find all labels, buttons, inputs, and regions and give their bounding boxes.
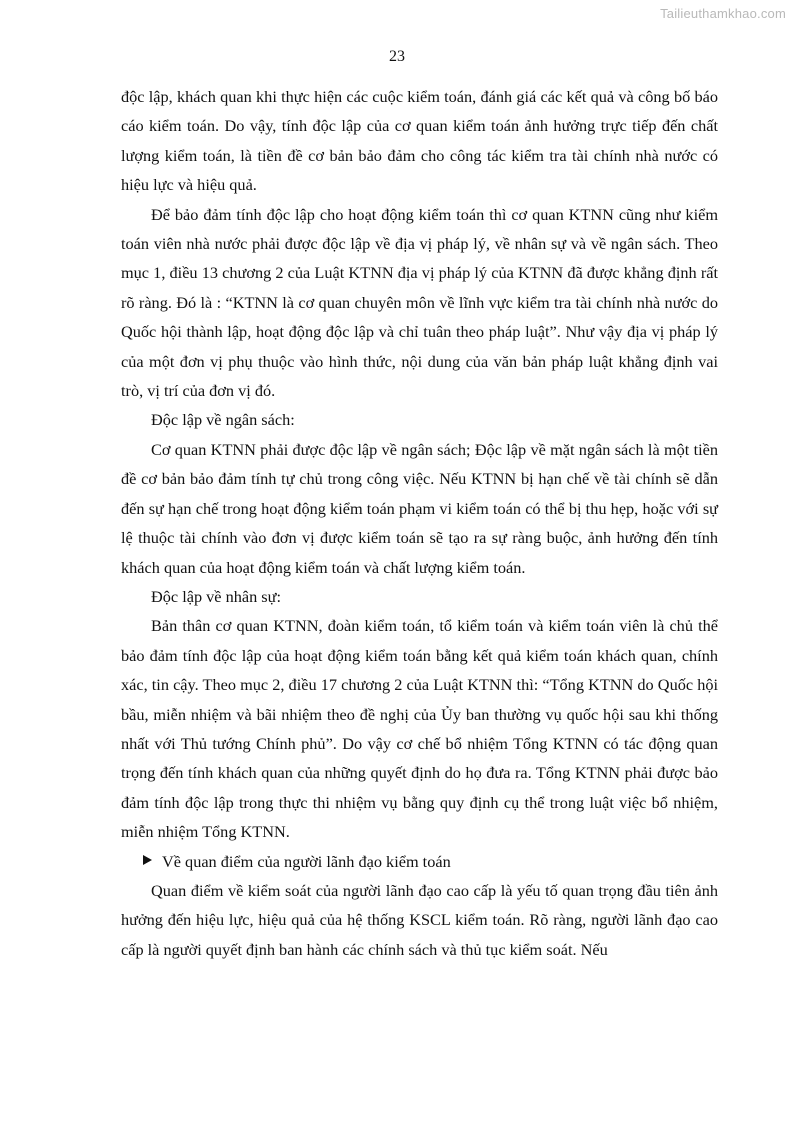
bullet-heading-text: Về quan điểm của người lãnh đạo kiểm toán [162,851,451,871]
bullet-heading [121,847,718,876]
watermark: Tailieuthamkhao.com [660,6,786,21]
paragraph-leadership: Quan điểm về kiểm soát của người lãnh đạo cao cấp là yếu tố quan trọng đầu tiên ảnh hưởng đến hiệu lực, hiệu quả của hệ thống KSCL kiểm toán. Rõ ràng, người lãnh đạo cao cấp là người quyết định ban hành các chính sách và thủ tục kiểm soát. Nếu [121,880,718,959]
subheading-budget: Độc lập về ngân sách: [151,410,295,430]
page-number: 23 [389,48,405,65]
arrow-bullet-icon [143,855,152,865]
paragraph-personnel: Bản thân cơ quan KTNN, đoàn kiểm toán, tổ kiểm toán và kiểm toán viên là chủ thể bảo đảm tính độc lập của hoạt động kiểm toán bằng kết quả kiểm toán khách quan, chính xác, tin cậy. Theo mục 2, điều 17 chương 2 của Luật KTNN thì: “Tổng KTNN do Quốc hội bầu, miễn nhiệm và bãi nhiệm theo đề nghị của Ủy ban thường vụ quốc hội sau khi thống nhất với Thủ tướng Chính phủ”. Do vậy cơ chế bổ nhiệm Tổng KTNN có tác động quan trọng đến tính khách quan của những quyết định do họ đưa ra. Tổng KTNN phải được bảo đảm tính độc lập trong thực thi nhiệm vụ bằng quy định cụ thể trong luật việc bổ nhiệm, miễn nhiệm Tổng KTNN. [121,616,718,842]
paragraph-continuation: độc lập, khách quan khi thực hiện các cuộc kiểm toán, đánh giá các kết quả và công bố báo cáo kiểm toán. Do vậy, tính độc lập của cơ quan kiểm toán ảnh hưởng trực tiếp đến chất lượng kiểm toán, là tiền đề cơ bản bảo đảm cho công tác kiểm tra tài chính nhà nước có hiệu lực và hiệu quả. [121,87,718,195]
document-body [121,82,718,964]
paragraph-independence: Để bảo đảm tính độc lập cho hoạt động kiểm toán thì cơ quan KTNN cũng như kiểm toán viên nhà nước phải được độc lập về địa vị pháp lý, về nhân sự và về ngân sách. Theo mục 1, điều 13 chương 2 của Luật KTNN địa vị pháp lý của KTNN đã được khẳng định rất rõ ràng. Đó là : “KTNN là cơ quan chuyên môn về lĩnh vực kiểm tra tài chính nhà nước do Quốc hội thành lập, hoạt động độc lập và chỉ tuân theo pháp luật”. Như vậy địa vị pháp lý của một đơn vị phụ thuộc vào hình thức, nội dung của văn bản pháp luật khẳng định vai trò, vị trí của đơn vị đó. [121,204,718,401]
subheading-personnel: Độc lập về nhân sự: [151,586,281,606]
paragraph-budget: Cơ quan KTNN phải được độc lập về ngân sách; Độc lập về mặt ngân sách là một tiền đề cơ bản bảo đảm tính tự chủ trong công việc. Nếu KTNN bị hạn chế về tài chính sẽ dẫn đến sự hạn chế trong hoạt động kiểm toán phạm vi kiểm toán có thể bị thu hẹp, hoặc với sự lệ thuộc tài chính vào đơn vị được kiểm toán sẽ tạo ra sự ràng buộc, ảnh hưởng đến tính khách quan của hoạt động kiểm toán và chất lượng kiểm toán. [121,439,718,577]
